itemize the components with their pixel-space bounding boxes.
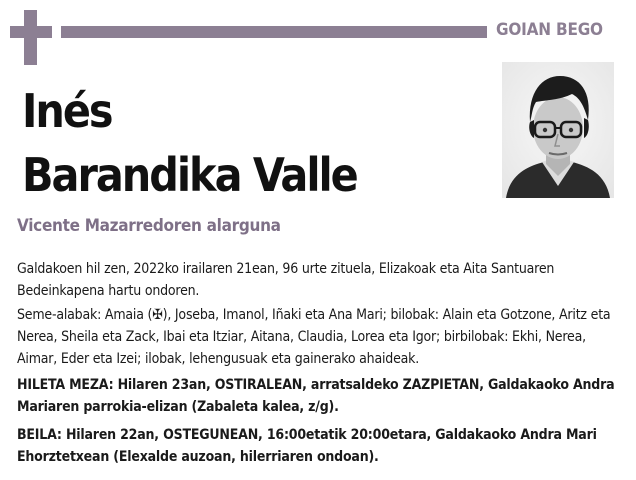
family-text-start: Seme-alabak: Amaia ( bbox=[17, 307, 153, 323]
section-label: GOIAN BEGO bbox=[496, 20, 603, 40]
funeral-paragraph: HILETA MEZA: Hilaren 23an, OSTIRALEAN, arratsaldeko ZAZPIETAN, Galdakaoko Andra Mariaren parrokia-elizan (Zabaleta kalea, z/g). bbox=[17, 377, 615, 415]
portrait-photo bbox=[502, 62, 614, 198]
family-text-end: ), Joseba, Imanol, Iñaki eta Ana Mari; bilobak: Alain eta Gotzone, Aritz eta Nerea, Sheila eta Zack, Ibai eta Itziar, Aitana, Claudia, Lorea eta Igor; birbilobak: Ekhi, Nerea, Aimar, Eder eta Izei; ilobak, lehengusuak eta gainerako ahaideak. bbox=[17, 307, 611, 367]
header-rule bbox=[61, 26, 487, 38]
cross-icon bbox=[10, 10, 52, 65]
subtitle: Vicente Mazarredoren alarguna bbox=[17, 216, 281, 236]
cross-icon: ✠ bbox=[152, 307, 163, 323]
surnames: Barandika Valle bbox=[22, 148, 357, 202]
wake-paragraph: BEILA: Hilaren 22an, OSTEGUNEAN, 16:00etatik 20:00etara, Galdakaoko Andra Mari Ehorztetxean (Elexalde auzoan, hilerriaren ondoan). bbox=[17, 427, 597, 465]
death-paragraph: Galdakoen hil zen, 2022ko irailaren 21ean, 96 urte zituela, Elizakoak eta Aita Santuaren Bedeinkapena hartu ondoren. bbox=[17, 261, 555, 299]
first-name: Inés bbox=[22, 84, 112, 138]
family-paragraph bbox=[17, 304, 622, 370]
